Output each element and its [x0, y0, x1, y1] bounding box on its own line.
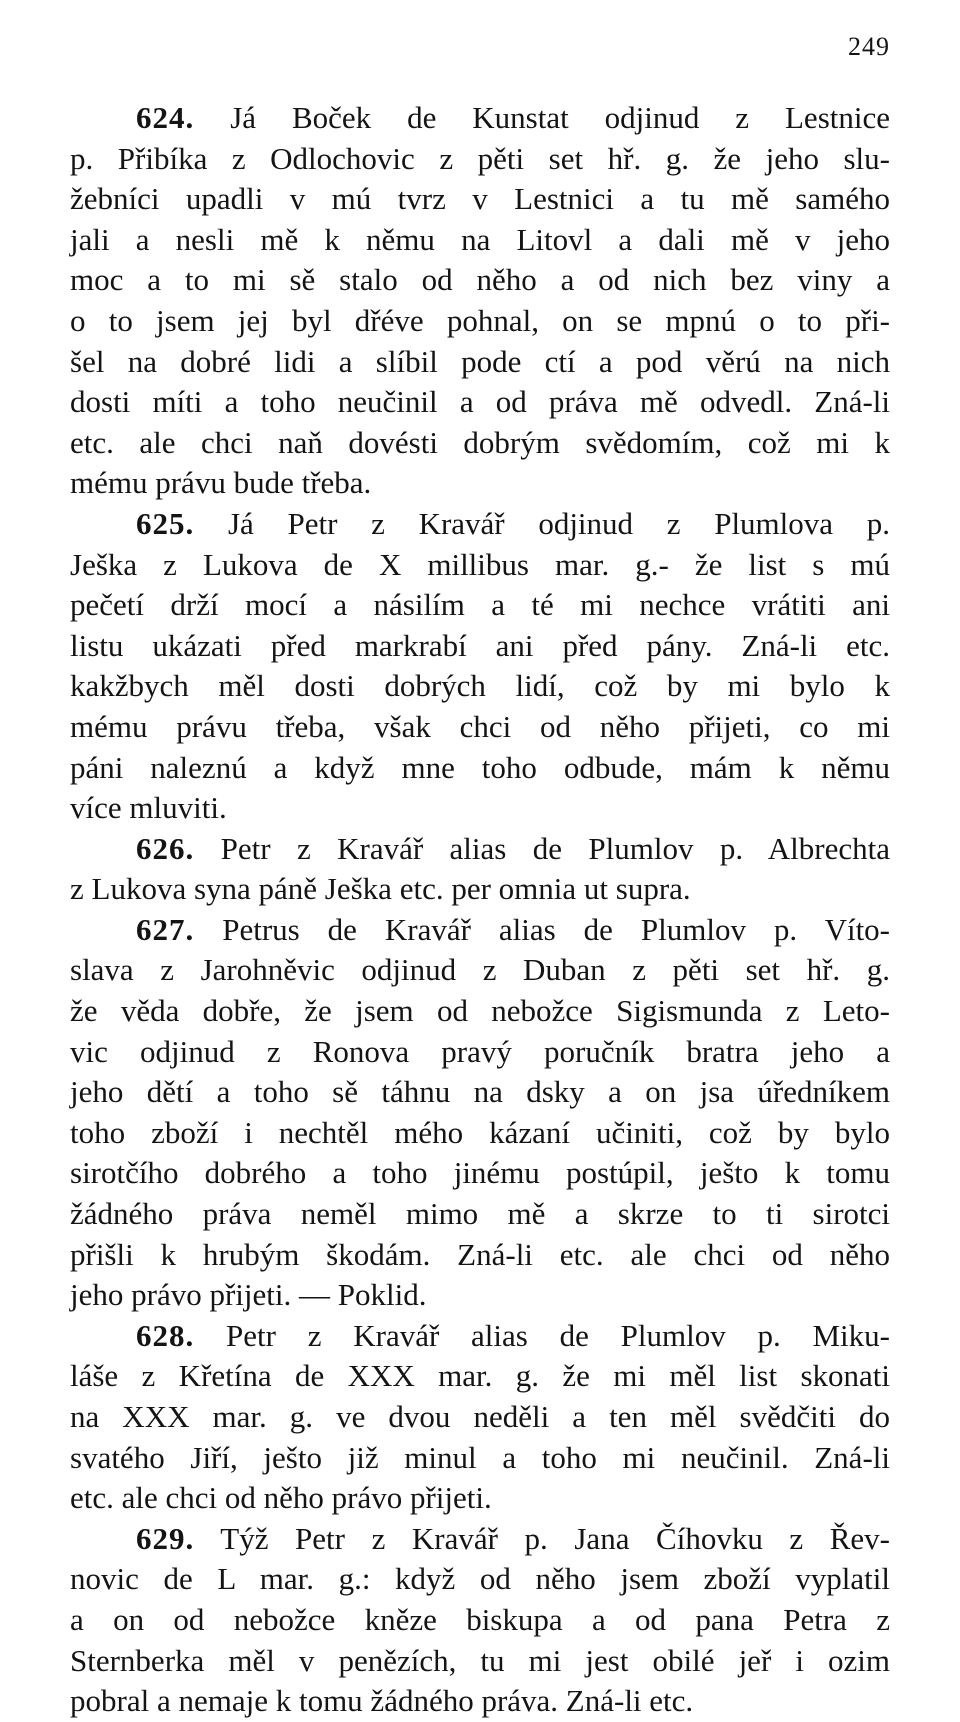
text-line [70, 504, 890, 545]
text-line [70, 1397, 890, 1438]
line-text: Týž Petr z Kravář p. Jana Číhovku z Řev- [220, 1520, 890, 1556]
line-text: na XXX mar. g. ve dvou neděli a ten měl svědčiti do [70, 1399, 890, 1434]
line-text: láše z Křetína de XXX mar. g. že mi měl list skonati [70, 1358, 890, 1394]
line-text: žádného práva neměl mimo mě a skrze to ti sirotci [70, 1196, 890, 1232]
text-line [70, 1681, 890, 1722]
text-line [70, 1032, 890, 1073]
text-line [70, 991, 890, 1032]
text-line [70, 1113, 890, 1154]
text-line [70, 260, 890, 301]
line-text: páni naleznú a když mne toho odbude, mám k němu [70, 749, 890, 785]
text-line [70, 1600, 890, 1641]
text-line [70, 1559, 890, 1600]
line-text: Já Boček de Kunstat odjinud z Lestnice [230, 100, 891, 135]
text-line [70, 626, 890, 667]
text-line [70, 463, 890, 504]
paragraph-1 [70, 98, 890, 504]
text-line [70, 1478, 890, 1519]
text-line [70, 220, 890, 261]
page-number: 249 [848, 32, 890, 61]
text-line [70, 98, 890, 139]
entry-number: 624. [136, 100, 195, 135]
line-text: sirotčího dobrého a toho jinému postúpil, ješto k tomu [70, 1155, 890, 1191]
text-line [70, 1356, 890, 1397]
line-text: Já Petr z Kravář odjinud z Plumlova p. [227, 505, 890, 541]
line-text: etc. ale chci naň dovésti dobrým svědomím, což mi k [70, 424, 890, 460]
paragraph-2 [70, 504, 890, 829]
entry-number: 628. [136, 1317, 195, 1353]
line-text: mému právu bude třeba. [70, 465, 372, 501]
text-line [70, 1438, 890, 1479]
line-text: moc a to mi sě stalo od něho a od nich bez viny a [70, 262, 890, 298]
line-text: přišli k hrubým škodám. Zná-li etc. ale chci od něho [70, 1236, 890, 1272]
text-line [70, 1235, 890, 1276]
text-body [70, 98, 890, 1722]
line-text: o to jsem jej byl dřéve pohnal, on se mpnú o to při- [70, 302, 890, 338]
text-line [70, 1275, 890, 1316]
text-line [70, 748, 890, 789]
line-text: jali a nesli mě k němu na Litovl a dali mě v jeho [70, 221, 890, 257]
line-text: jeho dětí a toho sě táhnu na dsky a on jsa úředníkem [70, 1074, 890, 1110]
text-line [70, 139, 890, 180]
line-text: jeho právo přijeti. — Poklid. [70, 1277, 427, 1313]
line-text: Ješka z Lukova de X millibus mar. g.- že list s mú [70, 546, 890, 582]
line-text: Sternberka měl v penězích, tu mi jest obilé jeř i ozim [70, 1642, 890, 1678]
entry-number: 627. [136, 911, 195, 947]
line-text: slava z Jarohněvic odjinud z Duban z pěti set hř. g. [70, 952, 890, 988]
line-text: dosti míti a toho neučinil a od práva mě odvedl. Zná-li [70, 384, 890, 420]
line-text: vic odjinud z Ronova pravý poručník bratra jeho a [70, 1033, 890, 1069]
line-text: šel na dobré lidi a slíbil pode ctí a pod věrú na nich [70, 343, 890, 379]
line-text: více mluviti. [70, 790, 227, 826]
line-text: novic de L mar. g.: když od něho jsem zboží vyplatil [70, 1561, 890, 1597]
paragraph-4 [70, 910, 890, 1316]
line-text: p. Přibíka z Odlochovic z pěti set hř. g. že jeho slu- [70, 140, 890, 176]
text-line [70, 423, 890, 464]
line-text: Petr z Kravář alias de Plumlov p. Albrechta [220, 830, 890, 866]
text-line [70, 1153, 890, 1194]
text-line [70, 869, 890, 910]
text-line [70, 1641, 890, 1682]
paragraph-5 [70, 1316, 890, 1519]
text-line [70, 585, 890, 626]
line-text: pečetí drží mocí a násilím a té mi nechce vrátiti ani [70, 587, 890, 623]
text-line [70, 950, 890, 991]
paragraph-6 [70, 1519, 890, 1722]
line-text: kakžbych měl dosti dobrých lidí, což by mi bylo k [70, 668, 890, 704]
line-text: svatého Jiří, ješto již minul a toho mi neučinil. Zná-li [70, 1439, 890, 1475]
line-text: etc. ale chci od něho právo přijeti. [70, 1480, 492, 1516]
line-text: Petr z Kravář alias de Plumlov p. Miku- [226, 1317, 890, 1353]
text-line [70, 910, 890, 951]
text-line [70, 545, 890, 586]
text-line [70, 666, 890, 707]
text-line [70, 301, 890, 342]
line-text: že věda dobře, že jsem od nebožce Sigismunda z Leto- [70, 993, 890, 1029]
entry-number: 629. [136, 1520, 195, 1556]
text-line [70, 1519, 890, 1560]
text-line [70, 1072, 890, 1113]
entry-number: 626. [136, 830, 195, 866]
line-text: toho zboží i nechtěl mého kázaní učiniti, což by bylo [70, 1114, 890, 1150]
line-text: Petrus de Kravář alias de Plumlov p. Víto- [222, 911, 891, 947]
paragraph-3 [70, 829, 890, 910]
line-text: listu ukázati před markrabí ani před pány. Zná-li etc. [70, 627, 890, 663]
line-text: žebníci upadli v mú tvrz v Lestnici a tu mě samého [70, 181, 890, 217]
text-line [70, 1316, 890, 1357]
text-line [70, 342, 890, 383]
line-text: pobral a nemaje k tomu žádného práva. Zná-li etc. [70, 1683, 694, 1719]
entry-number: 625. [136, 505, 195, 541]
line-text: z Lukova syna páně Ješka etc. per omnia ut supra. [70, 871, 691, 907]
line-text: mému právu třeba, však chci od něho přijeti, co mi [70, 708, 890, 744]
text-line [70, 788, 890, 829]
line-text: a on od nebožce kněze biskupa a od pana Petra z [70, 1601, 890, 1637]
text-line [70, 707, 890, 748]
text-line [70, 829, 890, 870]
text-line [70, 382, 890, 423]
text-line [70, 1194, 890, 1235]
text-line [70, 179, 890, 220]
